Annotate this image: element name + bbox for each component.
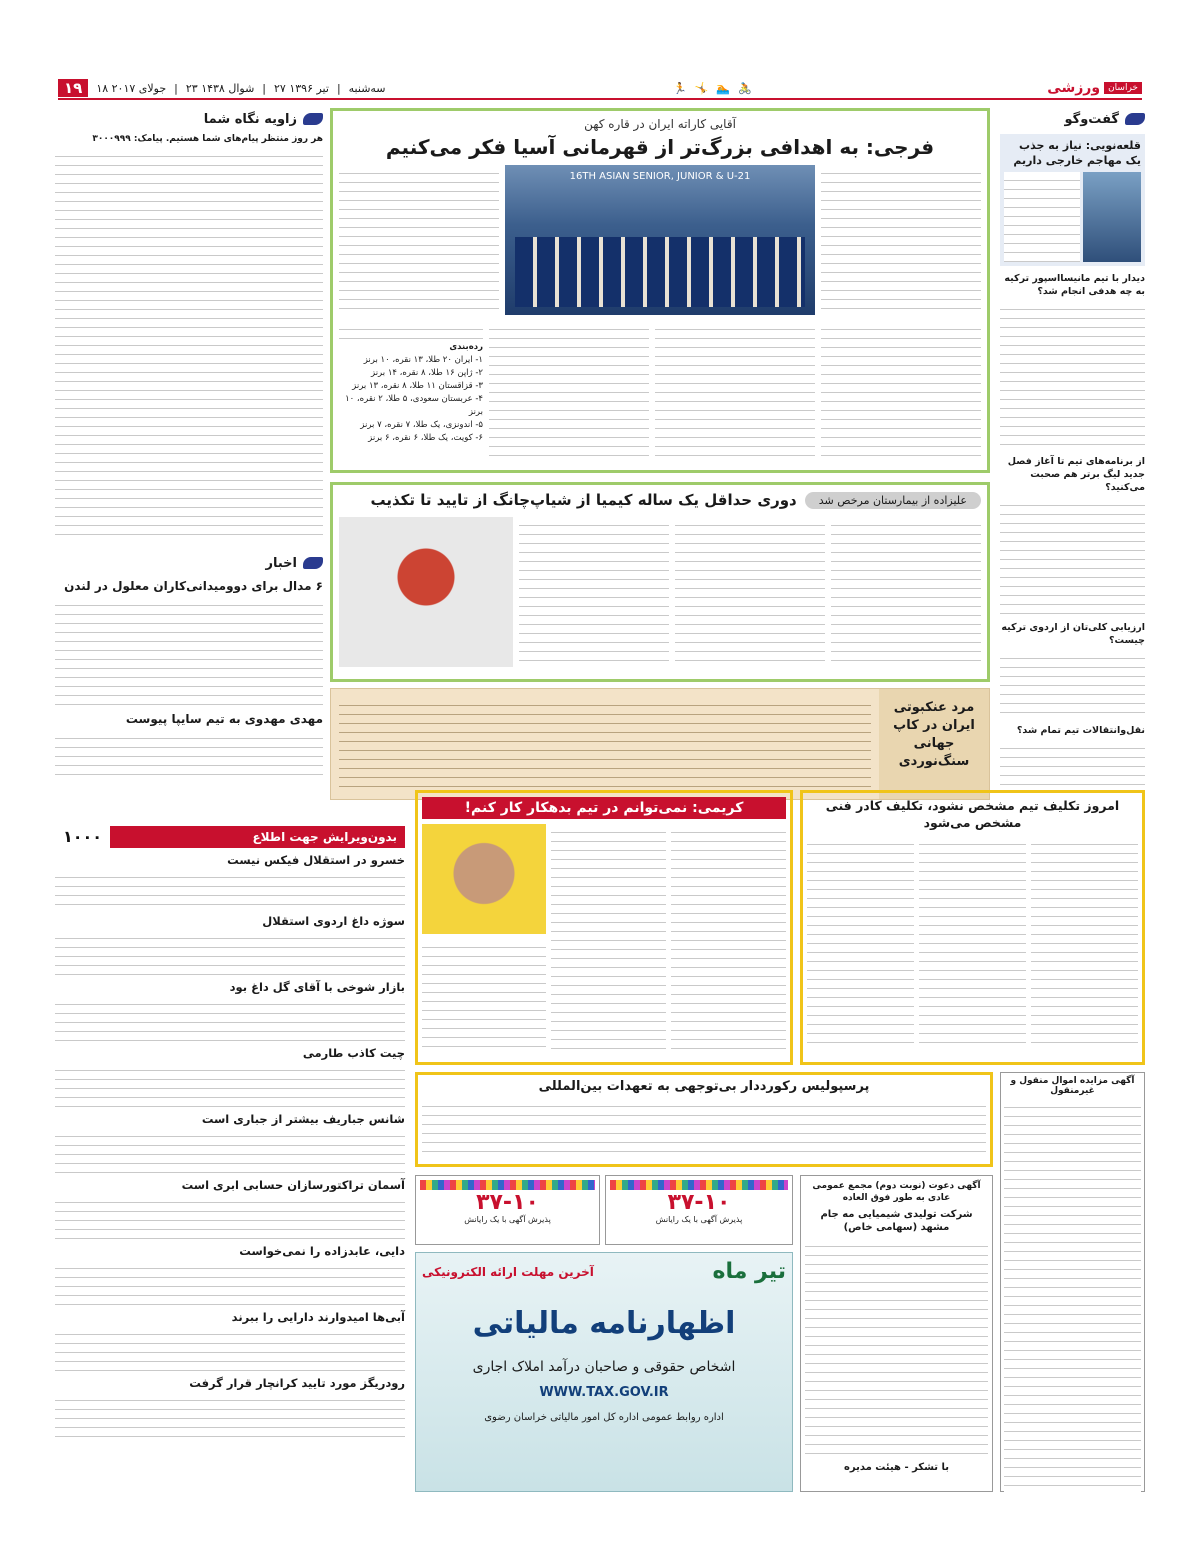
ranking-list — [339, 321, 483, 456]
climbing-text — [339, 697, 871, 791]
kimia-text-3 — [519, 517, 669, 667]
ad-box-1 — [605, 1175, 793, 1245]
unedited-item-text — [55, 1062, 405, 1107]
unedited-item-text — [55, 1392, 405, 1437]
auction-notice — [1000, 1072, 1145, 1492]
unedited-item-text — [55, 1128, 405, 1173]
karimi-photo — [422, 824, 546, 934]
answer-3 — [1000, 650, 1145, 720]
karimi-story — [415, 790, 793, 1065]
kimia-headline: دوری حداقل یک ساله کیمیا از شیاپ‌چانگ از تایید تا تکذیب — [370, 491, 797, 509]
unedited-item-title: بازار شوخی با آقای گل داغ بود — [229, 980, 405, 994]
interview-title: قلعه‌نویی: نیاز به جذب یک مهاجم خارجی داریم — [1013, 139, 1141, 167]
climbing-story — [330, 688, 990, 800]
date-persian: ۲۷ تیر ۱۳۹۶ — [274, 81, 329, 95]
unedited-item-text — [55, 1260, 405, 1305]
naft-story — [800, 790, 1145, 1065]
unedited-item-text — [55, 869, 405, 909]
unedited-item-title: شانس جباریف بیشتر از جباری است — [201, 1112, 405, 1126]
karate-team-photo — [505, 165, 815, 315]
news-title-2: مهدی مهدوی به تیم سایپا پیوست — [125, 712, 323, 726]
tax-website[interactable]: WWW.TAX.GOV.IR — [539, 1385, 669, 1400]
answer-1 — [1000, 301, 1145, 451]
date-gregorian: ۱۸ جولای ۲۰۱۷ — [96, 81, 167, 95]
meeting-text — [805, 1238, 988, 1458]
readers-column — [55, 108, 323, 548]
weekday: سه‌شنبه — [348, 81, 386, 95]
tax-headline: اظهارنامه مالیاتی — [472, 1306, 736, 1341]
brand-sub: خراسان — [1104, 82, 1142, 94]
section-logo: ورزشی — [1047, 80, 1101, 96]
section-arrow-icon — [303, 113, 323, 125]
unedited-item-text — [55, 1194, 405, 1239]
kimia-kicker: علیزاده از بیمارستان مرخص شد — [805, 492, 981, 509]
readers-messages — [55, 148, 323, 543]
question-4: نقل‌وانتقالات تیم تمام شد؟ — [1016, 725, 1145, 736]
unedited-item-text — [55, 930, 405, 975]
meeting-signature: با تشکر - هیئت مدیره — [843, 1462, 950, 1473]
persepolis-text — [422, 1098, 986, 1158]
karate-text-col1 — [821, 321, 981, 456]
unedited-item-title: دایی، عابدزاده را نمی‌خواست — [239, 1244, 405, 1258]
ranking-title: رده‌بندی — [449, 342, 483, 352]
interview-column — [1000, 108, 1145, 818]
tax-deadline: آخرین مهلت ارائه الکترونیکی — [422, 1264, 594, 1279]
news-text-2 — [55, 730, 323, 780]
question-3: ارزیابی کلی‌تان از اردوی ترکیه چیست؟ — [1001, 622, 1145, 646]
date-hijri: ۲۳ شوال ۱۴۳۸ — [185, 81, 255, 95]
karate-headline: فرجی: به اهدافی بزرگ‌تر از قهرمانی آسیا فکر می‌کنیم — [385, 135, 935, 159]
interview-intro-text — [1004, 172, 1080, 262]
sports-pictogram: 🏃🤸🏊🚴 — [673, 81, 760, 95]
answer-2 — [1000, 497, 1145, 617]
kimia-text-2 — [675, 517, 825, 667]
unedited-column — [55, 826, 405, 1491]
tax-audience: اشخاص حقوقی و صاحبان درآمد املاک اجاری — [472, 1359, 736, 1375]
karate-kicker: آقایی کاراته ایران در قاره کهن — [584, 117, 736, 131]
ad-color-bar — [420, 1180, 595, 1190]
kimia-photo — [339, 517, 513, 667]
answer-4 — [1000, 740, 1145, 785]
page-header: ۱۹ ۱۸ جولای ۲۰۱۷ | ۲۳ شوال ۱۴۳۸ | ۲۷ تیر ۱۳۹۶ | سه‌شنبه 🏃🤸🏊🚴 ورزشی خراسان — [58, 78, 1142, 100]
unedited-item-title: سوژه داغ اردوی استقلال — [262, 914, 405, 928]
ad-1-sub: پذیرش آگهی با یک رایانش — [655, 1215, 743, 1224]
ranking-item: ۲- ژاپن ۱۶ طلا، ۸ نقره، ۱۴ برنز — [371, 368, 483, 378]
karimi-text-2 — [551, 824, 666, 1049]
section-arrow-icon — [1125, 113, 1145, 125]
unedited-item-title: خسرو در استقلال فیکس نیست — [227, 853, 405, 867]
persepolis-headline: پرسپولیس رکورددار بی‌توجهی به تعهدات بین‌المللی — [538, 1079, 870, 1094]
auction-title: آگهی مزایده اموال منقول و غیرمنقول — [1010, 1076, 1135, 1096]
ranking-item: ۱- ایران ۲۰ طلا، ۱۳ نقره، ۱۰ برنز — [363, 355, 483, 365]
ad-2-sub: پذیرش آگهی با یک رایانش — [464, 1215, 551, 1224]
section-arrow-icon — [303, 557, 323, 569]
auction-text — [1004, 1099, 1141, 1494]
meeting-title: آگهی دعوت (نوبت دوم) مجمع عمومی عادی به طور فوق العاده — [812, 1181, 981, 1203]
unedited-item-title: رودریگز مورد تایید کرانچار قرار گرفت — [189, 1376, 405, 1390]
ad-color-bar — [610, 1180, 788, 1190]
naft-text-2 — [919, 836, 1026, 1051]
climbing-title: مرد عنکبوتی ایران در کاپ جهانی سنگ‌نوردی — [879, 689, 989, 799]
photo-banner: 16TH ASIAN SENIOR, JUNIOR & U-21 — [569, 171, 751, 182]
unedited-title: بدون‌ویرایش جهت اطلاع — [252, 830, 397, 844]
unedited-item-text — [55, 1326, 405, 1371]
karate-text-right — [821, 165, 981, 315]
unedited-item-text — [55, 996, 405, 1041]
unedited-item-title: آسمان تراکتورسازان حسابی ابری است — [181, 1178, 405, 1192]
news-section-title: اخبار — [55, 552, 323, 574]
interview-section-title: گفت‌وگو — [1000, 108, 1145, 130]
kimia-story — [330, 482, 990, 682]
ranking-item: ۵- اندونزی، یک طلا، ۷ نقره، ۷ برنز — [360, 420, 483, 430]
ad-2-number: ۳۷-۱۰ — [476, 1190, 539, 1215]
naft-text-1 — [1031, 836, 1138, 1051]
readers-section-title: زاویه نگاه شما — [55, 108, 323, 130]
naft-text-3 — [807, 836, 914, 1051]
news-text-1 — [55, 597, 323, 707]
meeting-company: شرکت تولیدی شیمیایی مه جام مشهد (سهامی خاص) — [820, 1209, 973, 1233]
unedited-item-title: آبی‌ها امیدوارند دارایی را ببرند — [231, 1310, 405, 1324]
tax-footer: اداره روابط عمومی اداره کل امور مالیاتی خراسان رضوی — [484, 1412, 724, 1423]
ranking-item: ۴- عربستان سعودی، ۵ طلا، ۲ نقره، ۱۰ برنز — [345, 394, 483, 417]
readers-intro: هر روز منتظر پیام‌های شما هستیم. پیامک: ۳۰۰۰۹۹۹ — [92, 134, 323, 144]
ranking-item: ۶- کویت، یک طلا، ۶ نقره، ۶ برنز — [368, 433, 483, 443]
coach-photo — [1083, 172, 1141, 262]
sms-counter: ۱۰۰۰ — [55, 826, 110, 848]
karate-text-col2 — [655, 321, 815, 456]
meeting-notice — [800, 1175, 993, 1492]
ranking-item: ۳- قزاقستان ۱۱ طلا، ۸ نقره، ۱۳ برنز — [352, 381, 483, 391]
persepolis-story — [415, 1072, 993, 1167]
news-title-1: ۶ مدال برای دوومیدانی‌کاران معلول در لندن — [64, 579, 323, 593]
karimi-headline: کریمی: نمی‌توانم در تیم بدهکار کار کنم! — [422, 797, 786, 819]
ad-box-2 — [415, 1175, 600, 1245]
karate-text-col3 — [489, 321, 649, 456]
karimi-text-1 — [671, 824, 786, 1049]
kimia-text-1 — [831, 517, 981, 667]
question-2: از برنامه‌های تیم تا آغاز فصل جدید لیگ برتر هم صحبت می‌کنید؟ — [1007, 456, 1145, 493]
ad-1-number: ۳۷-۱۰ — [667, 1190, 731, 1215]
question-1: دیدار با تیم مانیسااسپور ترکیه به چه هدفی انجام شد؟ — [1004, 273, 1145, 297]
unedited-items — [55, 854, 405, 1437]
tax-ad — [415, 1252, 793, 1492]
page-number: ۱۹ — [58, 79, 88, 97]
unedited-item-title: چیت کاذب طارمی — [302, 1046, 405, 1060]
tax-month: تیر ماه — [712, 1259, 786, 1284]
news-column — [55, 552, 323, 814]
naft-headline: امروز تکلیف تیم مشخص نشود، تکلیف کادر فنی مشخص می‌شود — [825, 798, 1120, 830]
karate-text-left — [339, 165, 499, 315]
karate-story — [330, 108, 990, 473]
karimi-text-3 — [422, 939, 546, 1049]
